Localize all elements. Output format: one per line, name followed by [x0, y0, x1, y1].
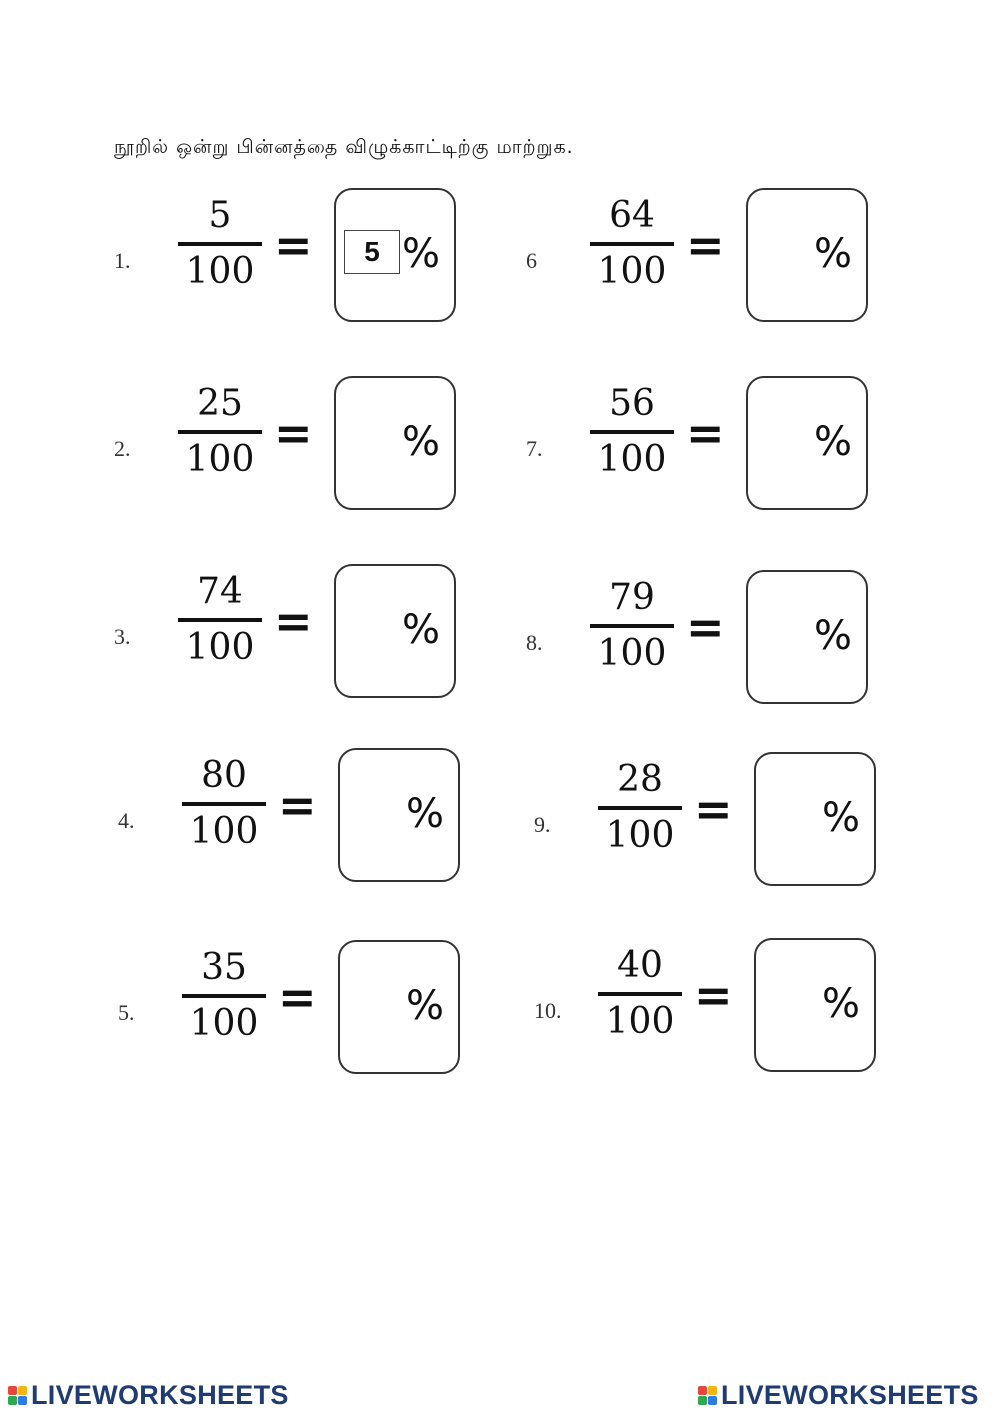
numerator: 79	[609, 577, 655, 618]
fraction	[182, 755, 266, 852]
percent-sign: %	[813, 613, 852, 659]
problem-number: 1.	[114, 248, 131, 273]
answer-box	[338, 748, 460, 882]
equals-sign: =	[274, 218, 313, 272]
percent-sign: %	[821, 795, 860, 841]
percent-sign: %	[401, 419, 440, 465]
equals-sign: =	[686, 600, 725, 654]
answer-box	[754, 752, 876, 886]
answer-box	[334, 376, 456, 510]
equals-sign: =	[686, 218, 725, 272]
answer-input[interactable]	[344, 230, 400, 274]
footer-brand-right[interactable]	[698, 1380, 979, 1411]
numerator: 64	[609, 195, 655, 236]
fraction	[178, 571, 262, 668]
problem-number: 5.	[118, 1000, 135, 1025]
numerator: 40	[617, 945, 663, 986]
equals-sign: =	[274, 406, 313, 460]
logo-square	[8, 1396, 17, 1405]
fraction	[178, 383, 262, 480]
problem-4	[118, 748, 518, 888]
numerator: 28	[617, 759, 663, 800]
problem-number: 8.	[526, 630, 543, 655]
denominator: 100	[597, 633, 667, 674]
denominator: 100	[597, 439, 667, 480]
answer-box	[746, 376, 868, 510]
answer-box	[746, 570, 868, 704]
equals-sign: =	[694, 968, 733, 1022]
logo-square	[18, 1386, 27, 1395]
logo-square	[8, 1386, 17, 1395]
problem-1	[114, 188, 514, 328]
problem-9	[534, 752, 934, 892]
denominator: 100	[185, 627, 255, 668]
numerator: 25	[197, 383, 243, 424]
answer-box	[334, 564, 456, 698]
fraction	[590, 195, 674, 292]
denominator: 100	[597, 251, 667, 292]
answer-box	[746, 188, 868, 322]
answer-box	[334, 188, 456, 322]
problem-8	[526, 570, 926, 710]
percent-sign: %	[405, 983, 444, 1029]
problem-number: 2.	[114, 436, 131, 461]
logo-square	[18, 1396, 27, 1405]
problem-10	[534, 938, 934, 1078]
liveworksheets-logo-icon	[8, 1386, 27, 1405]
equals-sign: =	[686, 406, 725, 460]
logo-square	[698, 1396, 707, 1405]
numerator: 74	[197, 571, 243, 612]
logo-square	[708, 1396, 717, 1405]
problem-number: 7.	[526, 436, 543, 461]
denominator: 100	[605, 815, 675, 856]
numerator: 35	[201, 947, 247, 988]
equals-sign: =	[278, 778, 317, 832]
logo-square	[698, 1386, 707, 1395]
percent-sign: %	[813, 231, 852, 277]
percent-sign: %	[813, 419, 852, 465]
fraction	[178, 195, 262, 292]
footer-brand-left[interactable]	[8, 1380, 289, 1411]
denominator: 100	[189, 1003, 259, 1044]
fraction	[590, 577, 674, 674]
numerator: 80	[201, 755, 247, 796]
fraction	[598, 945, 682, 1042]
equals-sign: =	[278, 970, 317, 1024]
problem-number: 3.	[114, 624, 131, 649]
brand-text: LIVEWORKSHEETS	[721, 1380, 979, 1410]
answer-box	[754, 938, 876, 1072]
numerator: 5	[208, 195, 232, 236]
problem-number: 6	[526, 248, 537, 273]
percent-sign: %	[405, 791, 444, 837]
problem-number: 9.	[534, 812, 551, 837]
numerator: 56	[609, 383, 655, 424]
problem-number: 10.	[534, 998, 562, 1023]
equals-sign: =	[274, 594, 313, 648]
liveworksheets-logo-icon	[698, 1386, 717, 1405]
fraction	[590, 383, 674, 480]
denominator: 100	[189, 811, 259, 852]
denominator: 100	[185, 251, 255, 292]
denominator: 100	[185, 439, 255, 480]
answer-box	[338, 940, 460, 1074]
denominator: 100	[605, 1001, 675, 1042]
problem-2	[114, 376, 514, 516]
percent-sign: %	[401, 231, 440, 277]
problem-6	[526, 188, 926, 328]
instruction-text: நூறில் ஒன்று பின்னத்தை விழுக்காட்டிற்கு மாற்றுக.	[114, 136, 574, 158]
fraction	[598, 759, 682, 856]
problem-5	[118, 940, 518, 1080]
brand-text: LIVEWORKSHEETS	[31, 1380, 289, 1410]
problem-3	[114, 564, 514, 704]
logo-square	[708, 1386, 717, 1395]
fraction	[182, 947, 266, 1044]
percent-sign: %	[821, 981, 860, 1027]
problem-number: 4.	[118, 808, 135, 833]
equals-sign: =	[694, 782, 733, 836]
percent-sign: %	[401, 607, 440, 653]
problem-7	[526, 376, 926, 516]
